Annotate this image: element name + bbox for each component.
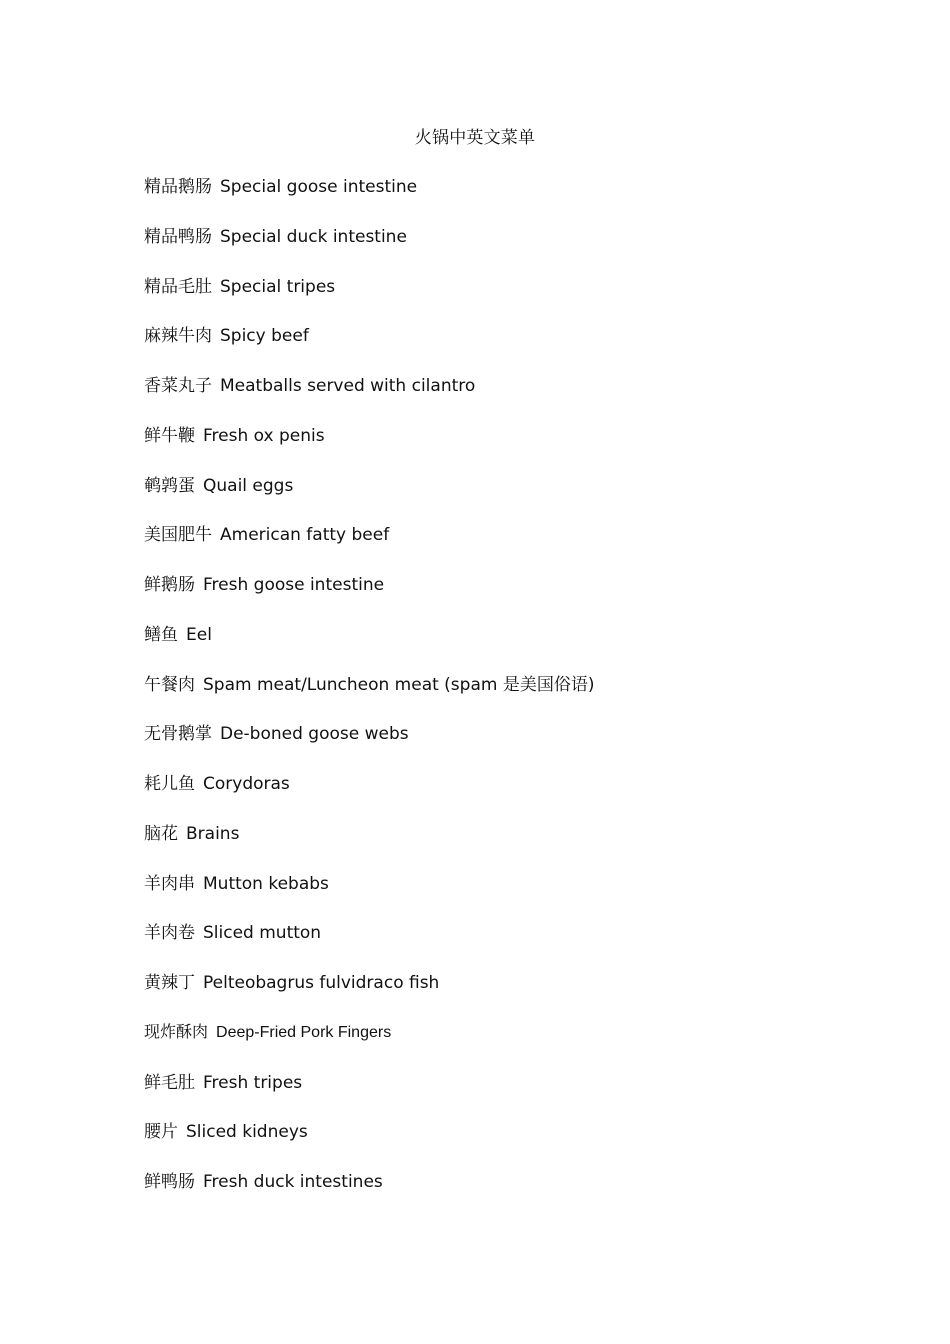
menu-item-english: Fresh ox penis [203,425,325,446]
menu-item-chinese: 无骨鹅掌 [144,724,212,745]
menu-item-chinese: 午餐肉 [144,674,195,695]
menu-item-english: Brains [186,823,240,844]
menu-item [144,673,594,723]
menu-list [144,175,594,1220]
menu-item-english: Eel [186,624,212,645]
menu-item-chinese: 精品鹅肠 [144,177,212,197]
menu-item-english: American fatty beef [220,525,390,546]
menu-item-english: Mutton kebabs [203,873,329,894]
menu-item-english: Deep-Fried Pork Fingers [216,1023,392,1041]
menu-item [144,1120,594,1170]
menu-item [144,225,594,275]
menu-item-chinese: 鹌鹑蛋 [144,475,195,496]
menu-item [144,324,594,374]
menu-item-english: Spicy beef [220,326,309,347]
menu-item-english: Special duck intestine [220,226,407,247]
menu-item [144,772,594,822]
menu-item-chinese: 鳝鱼 [144,624,178,645]
menu-item-chinese: 腰片 [144,1122,178,1143]
menu-item [144,474,594,524]
menu-item-english: Special tripes [220,276,336,297]
menu-item-english: Meatballs served with cilantro [220,376,476,396]
menu-item [144,523,594,573]
menu-item-chinese: 现炸酥肉 [144,1023,209,1041]
menu-item-chinese: 耗儿鱼 [144,774,195,794]
menu-item-english: Fresh duck intestines [203,1172,383,1192]
menu-item [144,623,594,673]
menu-item-english: Pelteobagrus fulvidraco fish [203,973,440,993]
menu-item-chinese: 精品毛肚 [144,276,212,297]
menu-item-chinese: 羊肉卷 [144,923,195,944]
menu-item-english: Special goose intestine [220,177,418,197]
menu-item [144,1071,594,1121]
menu-item-english: De-boned goose webs [220,724,409,745]
menu-item-english: Spam meat/Luncheon meat (spam 是美国俗语) [203,674,595,695]
menu-item [144,872,594,922]
menu-item-chinese: 鲜鹅肠 [144,575,195,595]
menu-item [144,722,594,772]
menu-item-english: Quail eggs [203,475,294,496]
menu-item [144,822,594,872]
menu-item [144,1170,594,1220]
menu-item-chinese: 麻辣牛肉 [144,326,212,347]
menu-item [144,573,594,623]
menu-item-chinese: 香菜丸子 [144,376,212,396]
menu-item-chinese: 羊肉串 [144,873,195,894]
menu-item-chinese: 精品鸭肠 [144,226,212,247]
menu-item [144,971,594,1021]
menu-item-english: Fresh goose intestine [203,575,385,595]
menu-item-chinese: 黄辣丁 [144,973,195,993]
menu-item [144,1021,594,1071]
menu-item [144,275,594,325]
menu-item-chinese: 美国肥牛 [144,525,212,546]
menu-item [144,424,594,474]
menu-item [144,175,594,225]
menu-item-english: Fresh tripes [203,1072,303,1093]
menu-item-english: Sliced kidneys [186,1122,308,1143]
menu-item [144,374,594,424]
menu-item-chinese: 鲜鸭肠 [144,1172,195,1192]
menu-item-chinese: 鲜毛肚 [144,1072,195,1093]
document-title: 火锅中英文菜单 [414,128,536,148]
menu-item-english: Corydoras [203,774,290,794]
menu-item [144,921,594,971]
menu-item-english: Sliced mutton [203,923,322,944]
menu-item-chinese: 鲜牛鞭 [144,425,195,446]
menu-item-chinese: 脑花 [144,823,178,844]
